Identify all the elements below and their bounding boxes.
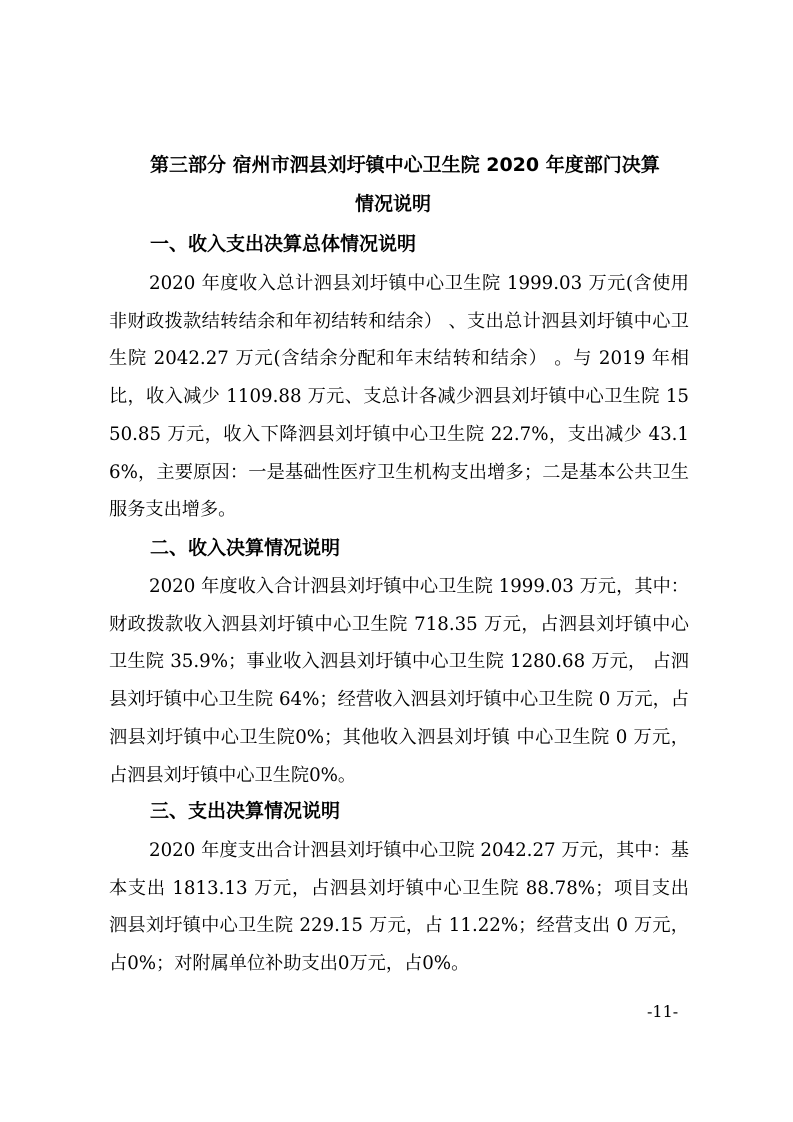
section-heading-income-expenditure-overview: 一、收入支出决算总体情况说明 <box>150 233 417 255</box>
page-number: -11- <box>647 1002 679 1021</box>
section-heading-expenditure: 三、支出决算情况说明 <box>150 800 341 822</box>
section-paragraph-income-expenditure-overview: 2020 年度收入总计泗县刘圩镇中心卫生院 1999.03 万元(含使用非财政拨款结转结余和年初结转和结余） 、支出总计泗县刘圩镇中心卫生院 2042.27 万元(含结余分配和年末结转和结余） 。与 2019 年相比，收入减少 1109.88 万元、支总计各减少泗县刘圩镇中心卫生院 1550.85 万元，收入下降泗县刘圩镇中心卫生院 22.7%，支出减少 43.16%，主要原因：一是基础性医疗卫生机构支出增多；二是基本公共卫生服务支出增多。 <box>109 273 689 521</box>
document-title-line-2: 情况说明 <box>355 193 432 215</box>
section-paragraph-income: 2020 年度收入合计泗县刘圩镇中心卫生院 1999.03 万元，其中：财政拨款收入泗县刘圩镇中心卫生院 718.35 万元，占泗县刘圩镇中心卫生院 35.9%；事业收入泗县刘圩镇中心卫生院 1280.68 万元， 占泗县刘圩镇中心卫生院 64%；经营收入泗县刘圩镇中心卫生院 0 万元，占泗县刘圩镇中心卫生院0%；其他收入泗县刘圩镇 中心卫生院 0 万元， 占泗县刘圩镇中心卫生院0%。 <box>109 576 689 786</box>
document-title-line-1: 第三部分 宿州市泗县刘圩镇中心卫生院 2020 年度部门决算 <box>150 154 660 176</box>
section-heading-income: 二、收入决算情况说明 <box>150 537 341 559</box>
section-paragraph-expenditure: 2020 年度支出合计泗县刘圩镇中心卫院 2042.27 万元，其中：基本支出 1813.13 万元，占泗县刘圩镇中心卫生院 88.78%；项目支出泗县刘圩镇中心卫生院 229.15 万元，占 11.22%；经营支出 0 万元， 占0%；对附属单位补助支出0万元，占0%。 <box>109 840 689 975</box>
